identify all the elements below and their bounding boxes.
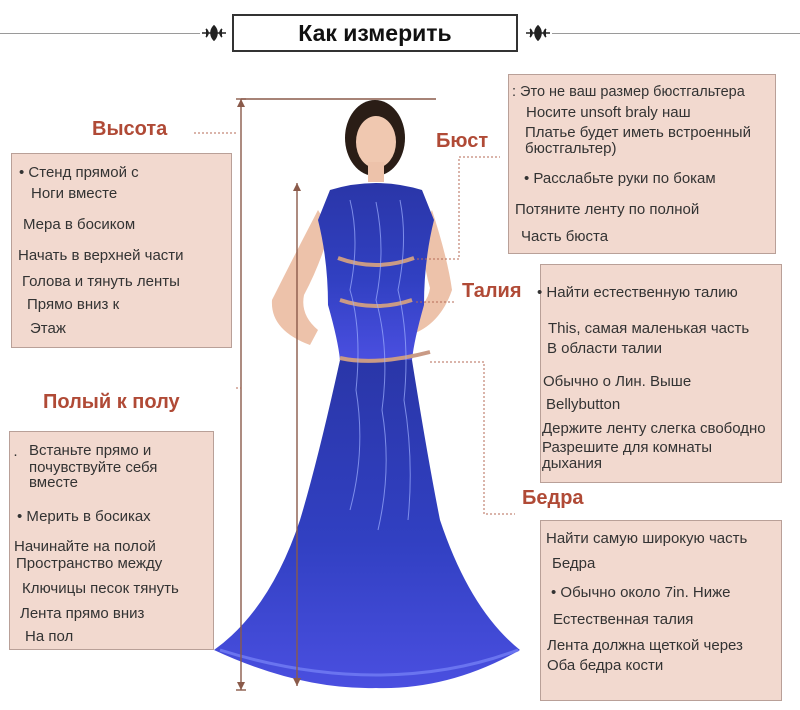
heading-waist: Талия (462, 280, 522, 302)
heading-hollow-to-floor: Полый к полу (43, 391, 180, 413)
instruction-line: Ключицы песок тянуть (22, 580, 179, 597)
instruction-line: Bellybutton (546, 396, 621, 413)
instruction-line: Найти самую широкую часть (546, 530, 748, 547)
instruction-line: Держите ленту слегка свободно (542, 420, 766, 437)
bust-instructions-box (508, 74, 776, 254)
hollow-to-floor-instructions-box: · Встаньте прямо и почувствуйте себя вместе • Мерить в босиках Начинайте на полой Пространство между Ключицы песок тянуть Лента прямо вниз На пол (9, 431, 214, 650)
heading-bust: Бюст (436, 130, 489, 152)
instruction-line: : Это не ваш размер бюстгальтера (512, 84, 745, 100)
instruction-line: Этаж (30, 320, 66, 337)
instruction-line: В области талии (547, 340, 662, 357)
instruction-line: вместе (29, 474, 78, 491)
instruction-line: • Расслабьте руки по бокам (524, 170, 716, 187)
heading-height: Высота (92, 118, 168, 140)
instruction-line: бюстгальтер) (525, 140, 617, 157)
instruction-line: Встаньте прямо и (29, 442, 152, 459)
instruction-line: Ноги вместе (31, 185, 118, 202)
instruction-line: This, самая маленькая часть (548, 320, 750, 337)
instruction-line: Пространство между (16, 555, 163, 572)
instruction-line: Разрешите для комнаты (542, 439, 712, 456)
instruction-line: Часть бюста (521, 228, 609, 245)
instruction-line: Лента должна щеткой через (547, 637, 743, 654)
instruction-line: Платье будет иметь встроенный (525, 124, 751, 141)
height-instructions-box (11, 153, 232, 348)
instruction-line: Начать в верхней части (18, 247, 184, 264)
instruction-line: • Найти естественную талию (537, 284, 738, 301)
instruction-line: Лента прямо вниз (20, 605, 145, 622)
instruction-line: Носите unsoft braly наш (526, 104, 691, 121)
instruction-line: Естественная талия (553, 611, 694, 628)
instruction-line: • Стенд прямой с (19, 164, 139, 181)
instruction-line: • Обычно около 7in. Ниже (551, 584, 731, 601)
instruction-line: На пол (25, 628, 74, 645)
instruction-line: Прямо вниз к (27, 296, 120, 313)
instruction-line: почувствуйте себя (29, 459, 158, 476)
heading-hips: Бедра (522, 487, 584, 509)
page-title: Как измерить (232, 14, 518, 52)
instruction-line: Оба бедра кости (547, 657, 664, 674)
instruction-line: Голова и тянуть ленты (22, 273, 180, 290)
instruction-line: Начинайте на полой (14, 538, 156, 555)
instruction-line: • Мерить в босиках (17, 508, 151, 525)
instruction-line: Обычно о Лин. Выше (543, 373, 692, 390)
waist-instructions-box (537, 264, 782, 483)
instruction-line: Потяните ленту по полной (515, 201, 700, 218)
hips-instructions-box (540, 520, 782, 701)
instruction-line: Мера в босиком (23, 216, 136, 233)
instruction-line: дыхания (542, 455, 602, 472)
instruction-line: Бедра (552, 555, 596, 572)
